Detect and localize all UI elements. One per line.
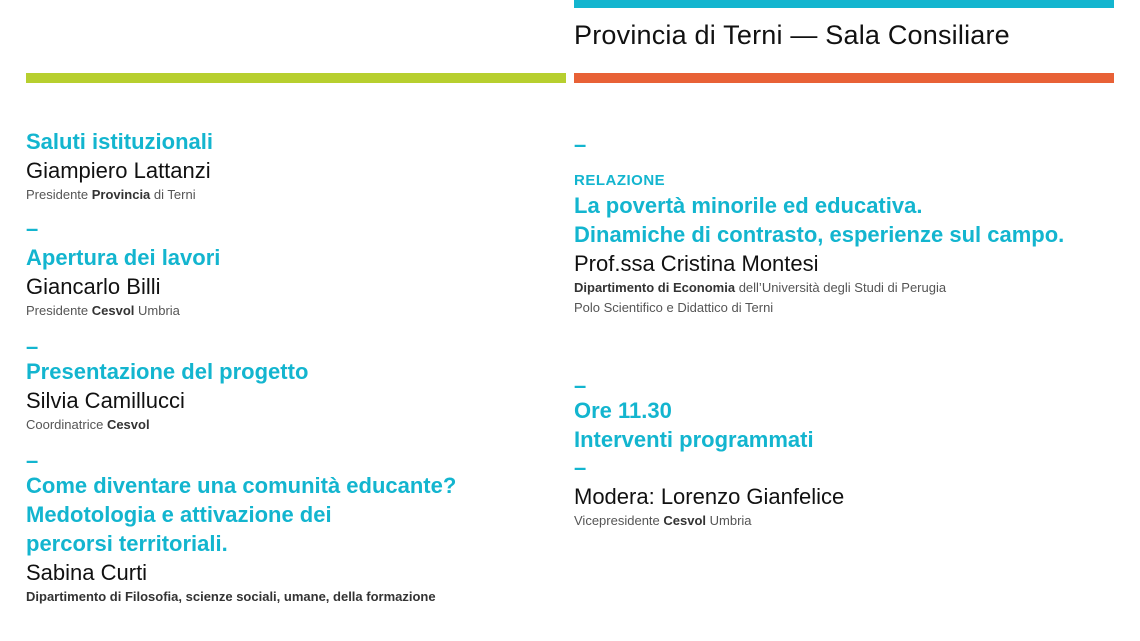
program-block-comunita: [26, 471, 566, 607]
speaker-name: Silvia Camillucci: [26, 388, 185, 413]
relazione-label: RELAZIONE: [574, 172, 666, 189]
dash-separator: –: [26, 334, 39, 359]
dash-separator: –: [574, 455, 587, 480]
interventi-heading: Interventi programmati: [574, 427, 814, 452]
moderator-name: Modera: Lorenzo Gianfelice: [574, 484, 845, 509]
block-heading: Apertura dei lavori: [26, 245, 221, 270]
top-cyan-bar: [574, 0, 1114, 8]
interventi-time: Ore 11.30: [574, 398, 672, 423]
speaker-role: Presidente Provincia di Terni: [26, 187, 196, 202]
speaker-name: Sabina Curti: [26, 560, 148, 585]
dash-separator: –: [574, 373, 587, 398]
green-divider-bar: [26, 73, 566, 83]
moderator-role: Vicepresidente Cesvol Umbria: [574, 513, 752, 528]
program-block-presentazione: [26, 357, 566, 435]
dash-separator: –: [26, 216, 39, 241]
venue-title: Provincia di Terni — Sala Consiliare: [574, 20, 1010, 50]
orange-divider-bar: [574, 73, 1114, 83]
speaker-name: Prof.ssa Cristina Montesi: [574, 251, 819, 276]
speaker-name: Giampiero Lattanzi: [26, 158, 211, 183]
program-block-apertura: [26, 243, 566, 321]
speaker-role-line2: Polo Scientifico e Didattico di Terni: [574, 300, 774, 315]
speaker-role: Presidente Cesvol Umbria: [26, 303, 180, 318]
right-column: [574, 127, 1114, 545]
block-heading-line1: Come diventare una comunità educante?: [26, 473, 457, 498]
block-heading: Saluti istituzionali: [26, 129, 214, 154]
relazione-heading-line2: Dinamiche di contrasto, esperienze sul campo.: [574, 222, 1065, 247]
program-block-moderatore: [574, 482, 1114, 531]
speaker-role: Dipartimento di Economia dell’Università degli Studi di Perugia: [574, 280, 947, 295]
dash-separator: –: [574, 132, 587, 157]
dash-separator: –: [26, 448, 39, 473]
relazione-heading-line1: La povertà minorile ed educativa.: [574, 193, 923, 218]
block-heading-line3: percorsi territoriali.: [26, 531, 228, 556]
block-heading-line2: Medotologia e attivazione dei: [26, 502, 332, 527]
speaker-name: Giancarlo Billi: [26, 274, 161, 299]
left-column: [26, 127, 566, 621]
program-block-interventi: [574, 396, 1114, 454]
speaker-role: Dipartimento di Filosofia, scienze sociali, umane, della formazione: [26, 589, 436, 604]
program-block-saluti: [26, 127, 566, 205]
program-block-relazione: [574, 171, 1114, 318]
block-heading: Presentazione del progetto: [26, 359, 309, 384]
speaker-role: Coordinatrice Cesvol: [26, 417, 150, 432]
